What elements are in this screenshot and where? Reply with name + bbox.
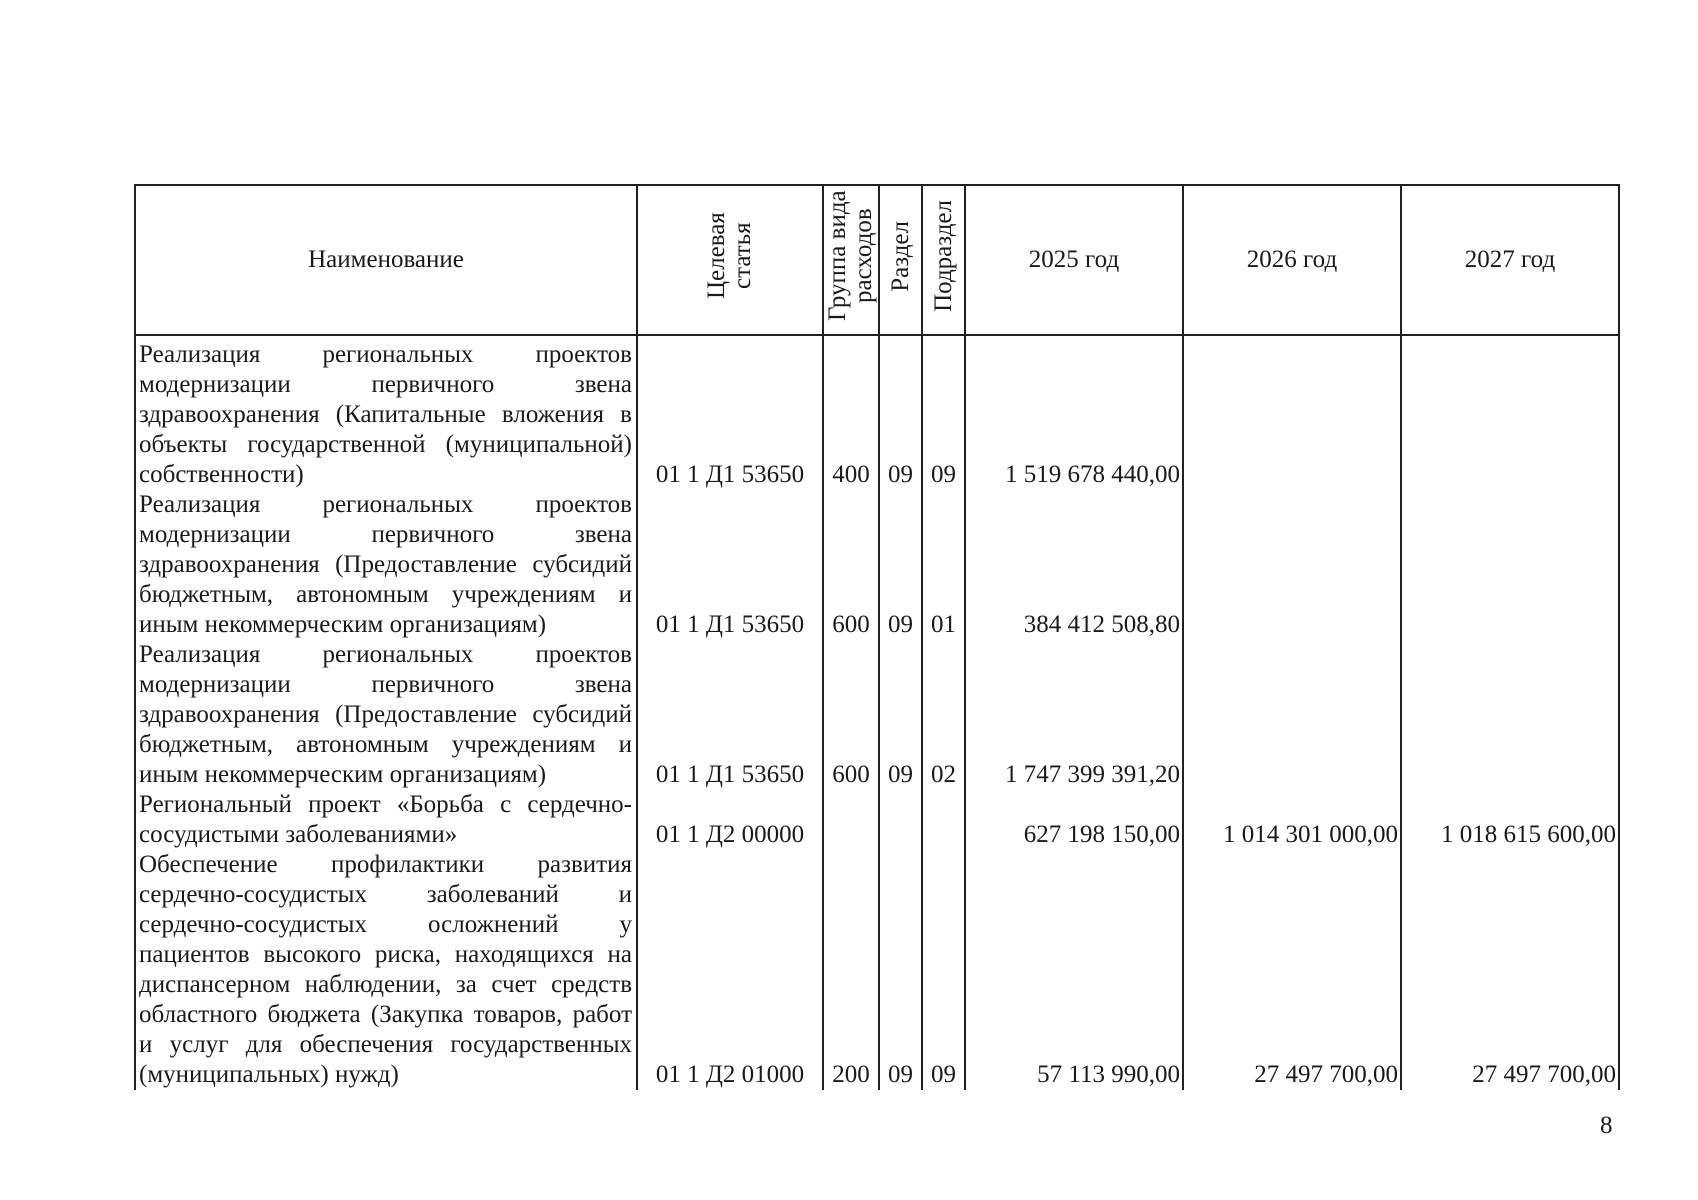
budget-table	[134, 184, 1620, 1090]
row-target-article: 01 1 Д2 01000	[637, 850, 823, 1090]
row-section: 09	[879, 490, 922, 640]
row-amount-2025: 627 198 150,00	[965, 790, 1183, 850]
header-expense-group: Группа вида расходов	[823, 185, 879, 335]
table-header-row	[135, 185, 1619, 335]
header-year-2027: 2027 год	[1401, 185, 1619, 335]
table-row	[135, 335, 1619, 490]
row-section: 09	[879, 335, 922, 490]
row-expense-group: 400	[823, 335, 879, 490]
row-expense-group	[823, 790, 879, 850]
header-year-2025: 2025 год	[965, 185, 1183, 335]
row-target-article: 01 1 Д2 00000	[637, 790, 823, 850]
row-subsection: 02	[922, 640, 965, 790]
row-name: Обеспечение профилактики развития сердечно-сосудистых заболеваний и сердечно-сосудистых осложнений у пациентов высокого риска, находящихся на диспансерном наблюдении, за счет средств областного бюджета (Закупка товаров, работ и услуг для обеспечения государственных (муниципальных) нужд)	[135, 850, 637, 1090]
row-amount-2025: 384 412 508,80	[965, 490, 1183, 640]
row-amount-2026	[1183, 335, 1401, 490]
header-subsection: Подраздел	[922, 185, 965, 335]
row-expense-group: 600	[823, 640, 879, 790]
table-row	[135, 490, 1619, 640]
page-number: 8	[1600, 1112, 1613, 1139]
row-section	[879, 790, 922, 850]
table-row	[135, 850, 1619, 1090]
row-name: Реализация региональных проектов модернизации первичного звена здравоохранения (Предоставление субсидий бюджетным, автономным учреждениям и иным некоммерческим организациям)	[135, 640, 637, 790]
row-amount-2026	[1183, 640, 1401, 790]
row-amount-2027	[1401, 335, 1619, 490]
row-amount-2025: 1 747 399 391,20	[965, 640, 1183, 790]
row-target-article: 01 1 Д1 53650	[637, 640, 823, 790]
row-amount-2026: 1 014 301 000,00	[1183, 790, 1401, 850]
row-amount-2027: 27 497 700,00	[1401, 850, 1619, 1090]
row-name: Реализация региональных проектов модернизации первичного звена здравоохранения (Капитальные вложения в объекты государственной (муниципальной) собственности)	[135, 335, 637, 490]
row-expense-group: 600	[823, 490, 879, 640]
row-name: Региональный проект «Борьба с сердечно-сосудистыми заболеваниями»	[135, 790, 637, 850]
row-target-article: 01 1 Д1 53650	[637, 335, 823, 490]
row-amount-2025: 1 519 678 440,00	[965, 335, 1183, 490]
header-name: Наименование	[135, 185, 637, 335]
row-amount-2027: 1 018 615 600,00	[1401, 790, 1619, 850]
row-amount-2026	[1183, 490, 1401, 640]
table-row	[135, 790, 1619, 850]
row-amount-2025: 57 113 990,00	[965, 850, 1183, 1090]
row-section: 09	[879, 850, 922, 1090]
row-subsection: 09	[922, 335, 965, 490]
row-subsection: 01	[922, 490, 965, 640]
row-expense-group: 200	[823, 850, 879, 1090]
row-target-article: 01 1 Д1 53650	[637, 490, 823, 640]
row-subsection: 09	[922, 850, 965, 1090]
row-name: Реализация региональных проектов модернизации первичного звена здравоохранения (Предоставление субсидий бюджетным, автономным учреждениям и иным некоммерческим организациям)	[135, 490, 637, 640]
row-amount-2026: 27 497 700,00	[1183, 850, 1401, 1090]
row-subsection	[922, 790, 965, 850]
table-row	[135, 640, 1619, 790]
row-amount-2027	[1401, 640, 1619, 790]
header-year-2026: 2026 год	[1183, 185, 1401, 335]
row-section: 09	[879, 640, 922, 790]
header-section: Раздел	[879, 185, 922, 335]
row-amount-2027	[1401, 490, 1619, 640]
header-target-article: Целевая статья	[637, 185, 823, 335]
